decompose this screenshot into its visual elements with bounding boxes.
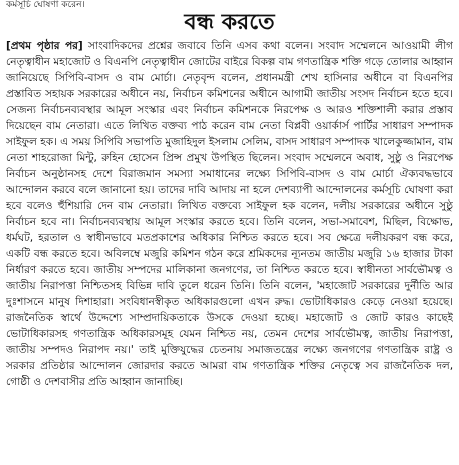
article-text: সাংবাদিকদের প্রশ্নের জবাবে তিনি এসব কথা বলেন। সংবাদ সম্মেলনে আওয়ামী লীগ নেতৃত্বাধীন মহাজোট ও বিএনপি নেতৃত্বাধীন জোটের বাইরে বিকল্প বাম গণতান্ত্রিক শক্তি গড়ে তোলার আহ্বান জানিয়েছে সিপিবি-বাসদ ও বাম মোর্চা। নেতৃবৃন্দ বলেন, প্রধানমন্ত্রী শেখ হাসিনার অধীনে বা বিএনপির প্রস্তাবিত সহায়ক সরকারের অধীনে নয়, নির্বাচন কমিশনের অধীনে আগামী জাতীয় সংসদ নির্বাচন হতে হবে। সেজন্য নির্বাচনব্যবস্থার আমূল সংস্কার এবং নির্বাচন কমিশনকে নিরপেক্ষ ও আরও শক্তিশালী করার প্রস্তাব দিয়েছেন বাম নেতারা। এতে লিখিত বক্তব্য পাঠ করেন বাম নেতা বিপ্লবী ওয়ার্কার্স পার্টির সাধারণ সম্পাদক সাইফুল হক। এ সময় সিপিবি সভাপতি মুজাহিদুল ইসলাম সেলিম, বাসদ সাধারণ সম্পাদক খালেকুজ্জামান, বাম নেতা শাহরোজা মিন্টু, রুহিন হোসেন প্রিন্স প্রমুখ উপস্থিত ছিলেন। সংবাদ সম্মেলনে অবাধ, সুষ্ঠু ও নিরপেক্ষ নির্বাচন অনুষ্ঠানসহ দেশে বিরাজমান সমস্যা সমাধানের লক্ষ্যে সিপিবি-বাসদ ও বাম মোর্চা ঐক্যবদ্ধভাবে আন্দোলন করবে বলে জানানো হয়। তাদের দাবি আদায় না হলে দেশব্যাপী আন্দোলনের কর্মসূচি ঘোষণা করা হবে বলেও হুঁশিয়ারি দেন বাম নেতারা। লিখিত বক্তব্যে সাইফুল হক বলেন, দলীয় সরকারের অধীনে সুষ্ঠু নির্বাচন হবে না। নির্বাচনব্যবস্থায় আমূল সংস্কার করতে হবে। তিনি বলেন, সভা-সমাবেশ, মিছিল, বিক্ষোভ, ধর্মঘট, হরতাল ও স্বাধীনভাবে মতপ্রকাশের অধিকার নিশ্চিত করতে হবে। সব ক্ষেত্রে দলীয়করণ বন্ধ করে, একটি বন্ধ করতে হবে। অবিলম্বে মজুরি কমিশন গঠন করে শ্রমিকদের ন্যূনতম জাতীয় মজুরি ১৬ হাজার টাকা নির্ধারণ করতে হবে। জাতীয় সম্পদের মালিকানা জনগণের, তা নিশ্চিত করতে হবে। স্বাধীনতা সার্বভৌমত্ব ও জাতীয় নিরাপত্তা নিশ্চিতসহ বিভিন্ন দাবি তুলে ধরেন তিনি। তিনি বলেন, 'মহাজোট সরকারের দুর্নীতি আর দুঃশাসনে মানুষ দিশাহারা। সংবিধানস্বীকৃত অধিকারগুলো এখন রুদ্ধ। ভোটাধিকারও কেড়ে নেওয়া হয়েছে। রাজনৈতিক স্বার্থে উদ্দেশ্যে সাম্প্রদায়িকতাকে উসকে দেওয়া হচ্ছে। মহাজোট ও জোট কারও কাছেই ভোটাধিকারসহ গণতান্ত্রিক অধিকারসমূহ যেমন নিশ্চিত নয়, তেমন দেশের সার্বভৌমত্ব, জাতীয় নিরাপত্তা, জাতীয় সম্পদও নিরাপদ নয়।' তাই মুক্তিযুদ্ধের চেতনায় সমাজতন্ত্রের লক্ষ্যে জনগণের গণতান্ত্রিক রাষ্ট্র ও সরকার প্রতিষ্ঠার আন্দোলন জোরদার করতে আমরা বাম গণতান্ত্রিক শক্তির নেতৃত্বে সব রাজনৈতিক দল, গোষ্ঠী ও দেশবাসীর প্রতি আহ্বান জানাচ্ছি।: [6, 40, 453, 388]
continued-from-label: [প্রথম পৃষ্ঠার পর]: [6, 40, 83, 52]
previous-article-fragment: কর্মসূচি ঘোষণা করেন।: [6, 0, 85, 10]
headline: বন্ধ করতে: [184, 10, 275, 35]
article-body: [6, 38, 453, 463]
